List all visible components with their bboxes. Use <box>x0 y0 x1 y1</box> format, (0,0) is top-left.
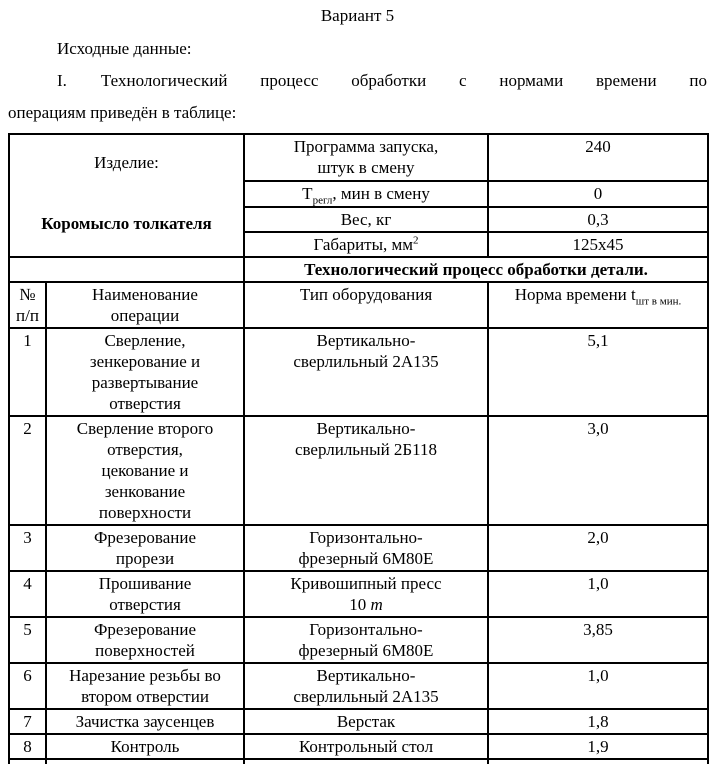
equipment-cell: Горизонтально- фрезерный 6М80Е <box>244 525 488 571</box>
time-cell: 1,8 <box>488 709 708 734</box>
equipment-cell: Вертикально- сверлильный 2А135 <box>244 328 488 416</box>
operation-row <box>9 416 708 525</box>
equipment-cell: Контрольный стол <box>244 734 488 759</box>
product-label: Изделие: <box>94 153 159 172</box>
operation-row <box>9 734 708 759</box>
operation-row <box>9 571 708 617</box>
value-cell-t-regl: 0 <box>488 181 708 207</box>
time-cell: 3,85 <box>488 617 708 663</box>
equipment-cell: Вертикально- сверлильный 2А135 <box>244 663 488 709</box>
product-cell <box>9 134 244 257</box>
value-cell-weight: 0,3 <box>488 207 708 232</box>
time-cell: 1,0 <box>488 663 708 709</box>
equipment-cell: Вертикально- сверлильный 2Б118 <box>244 416 488 525</box>
param-cell-weight: Вес, кг <box>244 207 488 232</box>
list-item-number: I. <box>57 71 67 90</box>
time-cell: 3,0 <box>488 416 708 525</box>
empty-cell <box>9 759 46 764</box>
row-number-cell: 2 <box>9 416 46 525</box>
row-number-cell: 8 <box>9 734 46 759</box>
operation-cell: Фрезерование прорези <box>46 525 244 571</box>
operation-row <box>9 525 708 571</box>
row-number-cell: 1 <box>9 328 46 416</box>
operation-cell: Сверление, зенкерование и развертывание отверстия <box>46 328 244 416</box>
time-cell: 1,9 <box>488 734 708 759</box>
operation-cell: Прошивание отверстия <box>46 571 244 617</box>
header-time-norm: Норма времени $t_{шт в мин.}$ <box>488 282 708 328</box>
header-row-number: № п/п <box>9 282 46 328</box>
product-name: Коромысло толкателя <box>41 214 212 233</box>
time-cell: 2,0 <box>488 525 708 571</box>
empty-cell <box>9 257 244 282</box>
operation-row <box>9 663 708 709</box>
value-cell-dimensions: 125x45 <box>488 232 708 257</box>
empty-cell <box>46 759 244 764</box>
row-number-cell: 7 <box>9 709 46 734</box>
intro-line1-text: Технологический процесс обработки с нормами времени по <box>100 71 707 90</box>
value-cell-launch-program: 240 <box>488 134 708 181</box>
operation-cell: Зачистка заусенцев <box>46 709 244 734</box>
equipment-cell: Верстак <box>244 709 488 734</box>
row-number-cell: 4 <box>9 571 46 617</box>
section-title-row <box>9 257 708 282</box>
header-equipment: Тип оборудования <box>244 282 488 328</box>
operation-row <box>9 617 708 663</box>
intro-line1 <box>57 70 707 92</box>
cut-off-row <box>9 759 708 764</box>
operation-row <box>9 709 708 734</box>
equipment-cell: Горизонтально- фрезерный 6М80Е <box>244 617 488 663</box>
row-number-cell: 3 <box>9 525 46 571</box>
row-number-cell: 6 <box>9 663 46 709</box>
row-number-cell: 5 <box>9 617 46 663</box>
section-title: Технологический процесс обработки детали. <box>244 257 708 282</box>
param-cell-dimensions: Габариты, $мм^2$ <box>244 232 488 257</box>
process-table <box>8 133 709 764</box>
operation-cell: Контроль <box>46 734 244 759</box>
empty-cell <box>244 759 488 764</box>
info-row <box>9 134 708 181</box>
operation-cell: Фрезерование поверхностей <box>46 617 244 663</box>
page-title: Вариант 5 <box>320 6 395 25</box>
param-cell-t-regl: $Т_{регл}$, мин в смену <box>244 181 488 207</box>
param-cell-launch-program: Программа запуска, штук в смену <box>244 134 488 181</box>
equipment-cell: Кривошипный пресс 10 m <box>244 571 488 617</box>
header-operation: Наименование операции <box>46 282 244 328</box>
column-header-row <box>9 282 708 328</box>
subtitle: Исходные данные: <box>57 39 192 58</box>
time-cell: 1,0 <box>488 571 708 617</box>
empty-cell <box>488 759 708 764</box>
intro-line2: операциям приведён в таблице: <box>8 103 237 122</box>
time-cell: 5,1 <box>488 328 708 416</box>
operation-cell: Сверление второго отверстия, цекование и зенкование поверхности <box>46 416 244 525</box>
operation-row <box>9 328 708 416</box>
operation-cell: Нарезание резьбы во втором отверстии <box>46 663 244 709</box>
